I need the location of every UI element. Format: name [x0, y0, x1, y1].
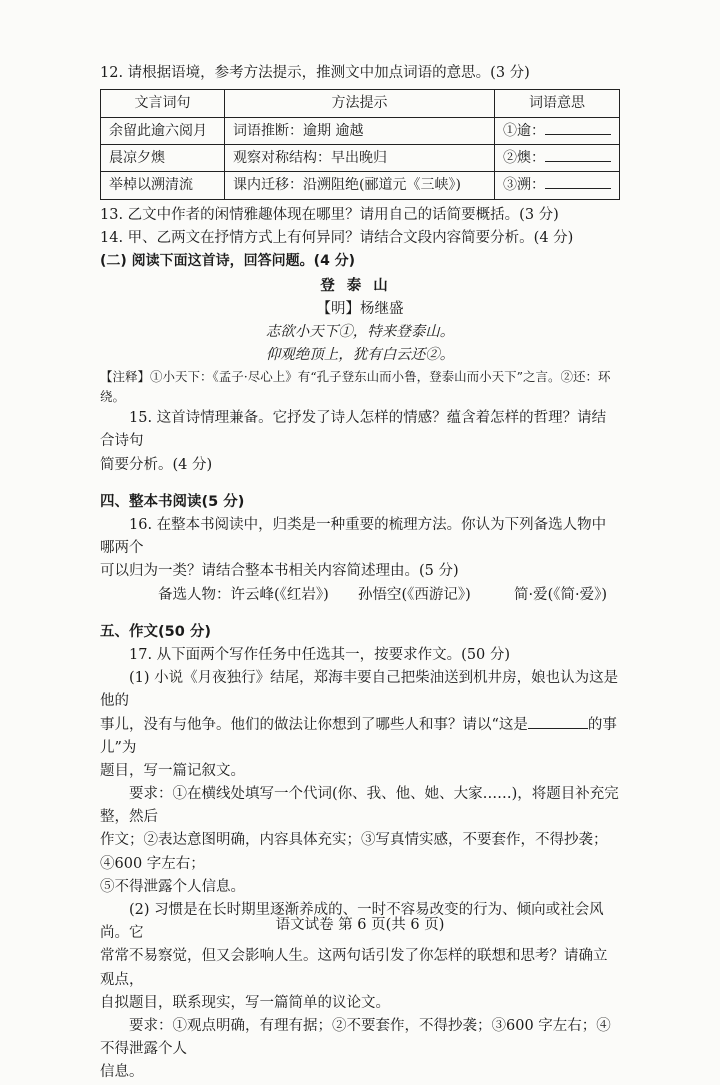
answer-blank[interactable]: [545, 174, 611, 189]
task-2-line-2: 常常不易察觉，但又会影响人生。这两句话引发了你怎样的联想和思考？请确立观点，: [100, 948, 608, 988]
table-cell-phrase: 举棹以溯清流: [101, 172, 225, 199]
meaning-label: ①逾：: [503, 122, 545, 139]
table-cell-meaning[interactable]: [495, 144, 620, 171]
poem-line-1: 志欲小天下①，特来登泰山。: [265, 323, 455, 340]
part-2-heading: (二) 阅读下面这首诗，回答问题。(4 分): [100, 253, 356, 270]
page-footer: 语文试卷 第 6 页(共 6 页): [275, 917, 445, 933]
vocab-table: [100, 89, 620, 200]
table-row: [101, 117, 620, 144]
question-13: 13. 乙文中作者的闲情雅趣体现在哪里？请用自己的话简要概括。(3 分): [100, 206, 559, 223]
task-1-line-1: (1) 小说《月夜独行》结尾，郑海丰要自己把柴油送到机井房，娘也认为这是他的: [100, 670, 619, 710]
candidate-1: 备选人物：许云峰(《红岩》): [158, 586, 329, 603]
table-cell-hint: 词语推断：逾期 逾越: [225, 117, 495, 144]
question-12-stem: 12. 请根据语境，参考方法提示，推测文中加点词语的意思。(3 分): [100, 65, 530, 81]
table-header-cell: 方法提示: [225, 90, 495, 117]
vocab-table-wrapper: [100, 89, 620, 200]
title-blank[interactable]: [528, 714, 588, 729]
requirements-1-line-1: 要求：①在横线处填写一个代词(你、我、他、她、大家……)，将题目补充完整，然后: [100, 786, 619, 826]
table-cell-hint: 观察对称结构：早出晚归: [225, 144, 495, 171]
requirements-2-line-2: 信息。: [100, 1064, 144, 1081]
question-16-line-2: 可以归为一类？请结合整本书相关内容简述理由。(5 分): [100, 563, 459, 580]
poem-title: 登泰山: [320, 277, 400, 294]
question-15-line-1: 15. 这首诗情理兼备。它抒发了诗人怎样的情感？蕴含着怎样的哲理？请结合诗句: [100, 410, 607, 450]
requirements-1-line-3: ⑤不得泄露个人信息。: [100, 878, 245, 895]
table-row: [101, 144, 620, 171]
task-1-line-3: 题目，写一篇记叙文。: [100, 762, 245, 779]
section-4-heading: 四、整本书阅读(5 分): [100, 493, 245, 510]
table-header-cell: 词语意思: [495, 90, 620, 117]
task-1-line-2a: 事儿，没有与他争。他们的做法让你想到了哪些人和事？请以“这是: [100, 716, 528, 733]
table-cell-meaning[interactable]: [495, 117, 620, 144]
requirements-1-line-2: 作文；②表达意图明确，内容具体充实；③写真情实感，不要套作，不得抄袭；④600 字左右；: [100, 832, 608, 872]
poem-author: 【明】杨继盛: [316, 300, 404, 317]
table-cell-hint: 课内迁移：沿溯阻绝(郦道元《三峡》): [225, 172, 495, 199]
poem-line-2: 仰观绝顶上，犹有白云还②。: [265, 347, 455, 364]
answer-blank[interactable]: [545, 147, 611, 162]
question-15-line-2: 简要分析。(4 分): [100, 456, 213, 473]
table-row: [101, 172, 620, 199]
task-1-line-2b: 的事儿”为: [100, 716, 617, 756]
table-cell-phrase: 晨凉夕燠: [101, 144, 225, 171]
candidate-3: 简·爱(《简·爱》): [514, 586, 608, 603]
answer-blank[interactable]: [545, 120, 611, 135]
question-16-line-1: 16. 在整本书阅读中，归类是一种重要的梳理方法。你认为下列备选人物中哪两个: [100, 517, 607, 557]
question-14: 14. 甲、乙两文在抒情方式上有何异同？请结合文段内容简要分析。(4 分): [100, 229, 574, 246]
table-cell-meaning[interactable]: [495, 172, 620, 199]
candidate-list: [100, 584, 620, 607]
task-1-line-2: [100, 714, 620, 760]
section-5-heading: 五、作文(50 分): [100, 623, 211, 640]
meaning-label: ③溯：: [503, 177, 545, 194]
task-2-line-3: 自拟题目，联系现实，写一篇简单的议论文。: [100, 994, 390, 1011]
task-2-line-1: (2) 习惯是在长时期里逐渐养成的、一时不容易改变的行为、倾向或社会风尚。它: [100, 902, 604, 942]
meaning-label: ②燠：: [503, 149, 545, 166]
table-header-cell: 文言词句: [101, 90, 225, 117]
requirements-2-line-1: 要求：①观点明确，有理有据；②不要套作，不得抄袭；③600 字左右；④不得泄露个人: [100, 1017, 611, 1058]
candidate-2: 孙悟空(《西游记》): [358, 586, 471, 603]
poem-annotation: 【注释】①小天下：《孟子·尽心上》有“孔子登东山而小鲁，登泰山而小天下”之言。②还：环绕。: [100, 369, 611, 405]
table-header-row: [101, 90, 620, 117]
table-cell-phrase: 余留此逾六阅月: [101, 117, 225, 144]
question-17: 17. 从下面两个写作任务中任选其一，按要求作文。(50 分): [129, 646, 511, 663]
